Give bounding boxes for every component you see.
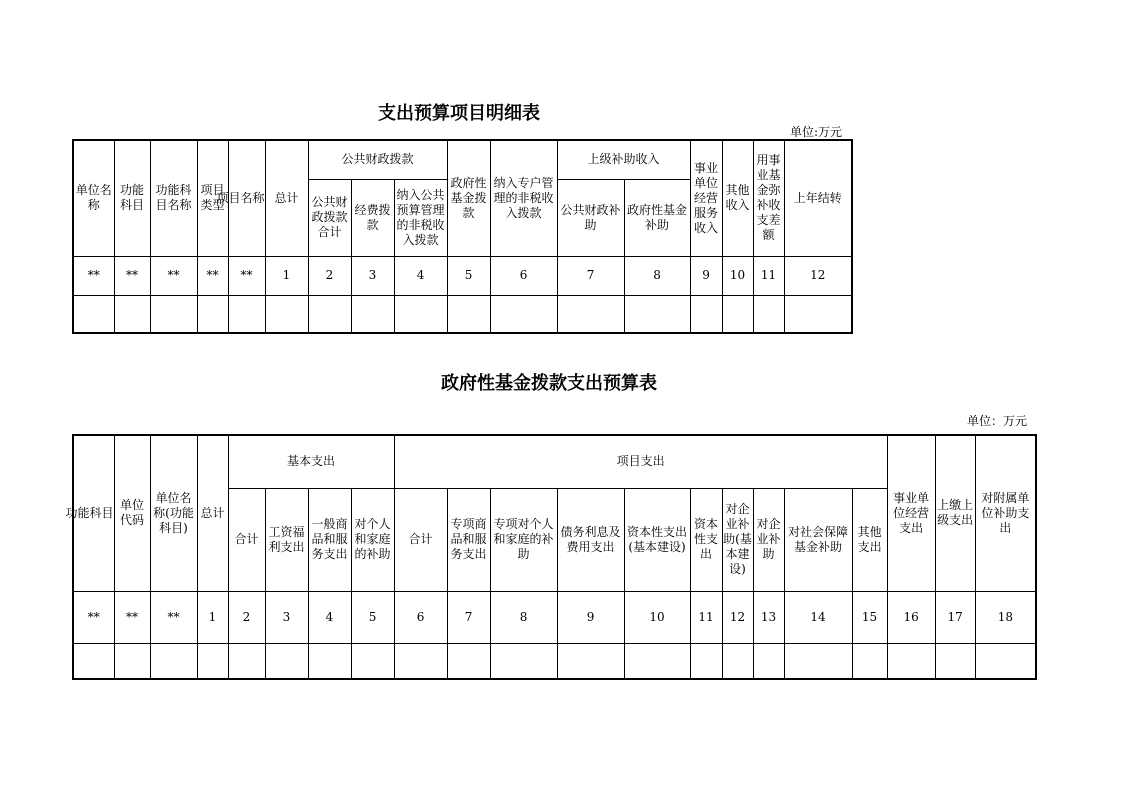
empty-cell[interactable] — [150, 295, 197, 333]
index-cell: 8 — [490, 591, 557, 643]
empty-cell[interactable] — [975, 643, 1036, 679]
empty-cell[interactable] — [150, 643, 197, 679]
th2-wage: 工资福利支出 — [265, 488, 308, 591]
empty-cell[interactable] — [114, 295, 150, 333]
th-proj-type: 项目类型 — [197, 140, 228, 256]
table2-index-row — [73, 591, 1036, 643]
index-cell: 1 — [265, 256, 308, 295]
index-cell: 2 — [308, 256, 351, 295]
empty-cell[interactable] — [73, 643, 114, 679]
th-superior-subsidy: 上级补助收入 — [557, 140, 690, 179]
index-cell: 17 — [935, 591, 975, 643]
th-sup-gov-fund: 政府性基金补助 — [624, 179, 690, 256]
empty-cell[interactable] — [265, 643, 308, 679]
index-cell: 7 — [447, 591, 490, 643]
index-cell: 12 — [722, 591, 753, 643]
th2-unit-code: 单位代码 — [114, 435, 150, 591]
th2-project-exp: 项目支出 — [394, 435, 887, 488]
empty-cell[interactable] — [690, 643, 722, 679]
index-cell: 5 — [447, 256, 490, 295]
index-cell: 5 — [351, 591, 394, 643]
th2-business-exp: 事业单位经营支出 — [887, 435, 935, 591]
index-cell: 18 — [975, 591, 1036, 643]
empty-cell[interactable] — [114, 643, 150, 679]
index-cell: 7 — [557, 256, 624, 295]
th-public-fiscal-total: 公共财政拨款合计 — [308, 179, 351, 256]
empty-cell[interactable] — [197, 643, 228, 679]
index-cell: 9 — [557, 591, 624, 643]
th-nontax-budget: 纳入公共预算管理的非税收入拨款 — [394, 179, 447, 256]
empty-cell[interactable] — [690, 295, 722, 333]
th-public-fiscal: 公共财政拨款 — [308, 140, 447, 179]
th-funding: 经费拨款 — [351, 179, 394, 256]
index-cell: 3 — [265, 591, 308, 643]
empty-cell[interactable] — [753, 295, 784, 333]
index-cell: ** — [73, 256, 114, 295]
th2-other-exp: 其他支出 — [852, 488, 887, 591]
th2-to-individuals: 对个人和家庭的补助 — [351, 488, 394, 591]
index-cell: 4 — [308, 591, 351, 643]
budget-project-detail-table — [72, 139, 853, 334]
empty-cell[interactable] — [394, 643, 447, 679]
th2-social-security: 对社会保障基金补助 — [784, 488, 852, 591]
empty-cell[interactable] — [228, 295, 265, 333]
th-proj-name — [216, 140, 265, 256]
th2-debt-interest: 债务利息及费用支出 — [557, 488, 624, 591]
th2-basic-exp: 基本支出 — [228, 435, 394, 488]
gov-fund-expenditure-table — [65, 434, 1037, 680]
th-proj-name-text: 项目名称 — [216, 190, 265, 205]
empty-cell[interactable] — [852, 643, 887, 679]
th-business-income: 事业单位经营服务收入 — [690, 140, 722, 256]
th-gov-fund: 政府性基金拨款 — [447, 140, 490, 256]
th2-enterprise-basic: 对企业补助(基本建设) — [722, 488, 753, 591]
index-cell: ** — [150, 256, 197, 295]
empty-cell[interactable] — [624, 295, 690, 333]
empty-cell[interactable] — [490, 643, 557, 679]
th2-func-subject-text: 功能科目 — [65, 505, 114, 520]
th-nontax-special: 纳入专户管理的非税收入拨款 — [490, 140, 557, 256]
table2-empty-row — [73, 643, 1036, 679]
empty-cell[interactable] — [228, 643, 265, 679]
th2-unit-name-func: 单位名称(功能科目) — [150, 435, 197, 591]
empty-cell[interactable] — [308, 643, 351, 679]
empty-cell[interactable] — [73, 295, 114, 333]
index-cell: ** — [73, 591, 114, 643]
index-cell: ** — [228, 256, 265, 295]
th-sup-public: 公共财政补助 — [557, 179, 624, 256]
index-cell: 3 — [351, 256, 394, 295]
index-cell: 15 — [852, 591, 887, 643]
index-cell: 13 — [753, 591, 784, 643]
index-cell: 11 — [753, 256, 784, 295]
index-cell: 11 — [690, 591, 722, 643]
index-cell: ** — [114, 256, 150, 295]
empty-cell[interactable] — [753, 643, 784, 679]
index-cell: 10 — [722, 256, 753, 295]
th2-enterprise: 对企业补助 — [753, 488, 784, 591]
table1-index-row — [73, 256, 852, 295]
th2-special-individuals: 专项对个人和家庭的补助 — [490, 488, 557, 591]
empty-cell[interactable] — [197, 295, 228, 333]
th-unit-name: 单位名称 — [73, 140, 114, 256]
th2-goods-services: 一般商品和服务支出 — [308, 488, 351, 591]
table1-empty-row — [73, 295, 852, 333]
index-cell: 1 — [197, 591, 228, 643]
table2-unit-label: 单位：万元 — [967, 414, 1028, 428]
th2-upper-pay: 上缴上级支出 — [935, 435, 975, 591]
th-total: 总计 — [265, 140, 308, 256]
index-cell: 16 — [887, 591, 935, 643]
th2-func-subject — [65, 435, 114, 591]
th2-affiliated: 对附属单位补助支出 — [975, 435, 1036, 591]
empty-cell[interactable] — [935, 643, 975, 679]
empty-cell[interactable] — [447, 643, 490, 679]
th-fund-gap: 用事业基金弥补收支差额 — [753, 140, 784, 256]
empty-cell[interactable] — [557, 643, 624, 679]
empty-cell[interactable] — [447, 295, 490, 333]
empty-cell[interactable] — [722, 643, 753, 679]
index-cell: 9 — [690, 256, 722, 295]
empty-cell[interactable] — [351, 295, 394, 333]
index-cell: 6 — [490, 256, 557, 295]
th2-capital-basic: 资本性支出(基本建设) — [624, 488, 690, 591]
empty-cell[interactable] — [308, 295, 351, 333]
empty-cell[interactable] — [624, 643, 690, 679]
index-cell: 8 — [624, 256, 690, 295]
table1-title: 支出预算项目明细表 — [378, 103, 540, 124]
index-cell: 12 — [784, 256, 852, 295]
th2-proj-total: 合计 — [394, 488, 447, 591]
empty-cell[interactable] — [784, 295, 852, 333]
empty-cell[interactable] — [265, 295, 308, 333]
empty-cell[interactable] — [887, 643, 935, 679]
table2-title: 政府性基金拨款支出预算表 — [441, 373, 657, 394]
empty-cell[interactable] — [557, 295, 624, 333]
empty-cell[interactable] — [351, 643, 394, 679]
index-cell: ** — [114, 591, 150, 643]
index-cell: 14 — [784, 591, 852, 643]
th-func-subject-name: 功能科目名称 — [150, 140, 197, 256]
table1-unit-label: 单位:万元 — [790, 125, 843, 139]
empty-cell[interactable] — [784, 643, 852, 679]
empty-cell[interactable] — [490, 295, 557, 333]
th-carryover: 上年结转 — [784, 140, 852, 256]
index-cell: 2 — [228, 591, 265, 643]
th2-capital: 资本性支出 — [690, 488, 722, 591]
index-cell: 10 — [624, 591, 690, 643]
th2-special-goods: 专项商品和服务支出 — [447, 488, 490, 591]
index-cell: 6 — [394, 591, 447, 643]
index-cell: 4 — [394, 256, 447, 295]
empty-cell[interactable] — [394, 295, 447, 333]
th-func-subject: 功能科目 — [114, 140, 150, 256]
empty-cell[interactable] — [722, 295, 753, 333]
index-cell: ** — [150, 591, 197, 643]
th2-total: 总计 — [197, 435, 228, 591]
th2-basic-total: 合计 — [228, 488, 265, 591]
index-cell: ** — [197, 256, 228, 295]
th-other-income: 其他收入 — [722, 140, 753, 256]
